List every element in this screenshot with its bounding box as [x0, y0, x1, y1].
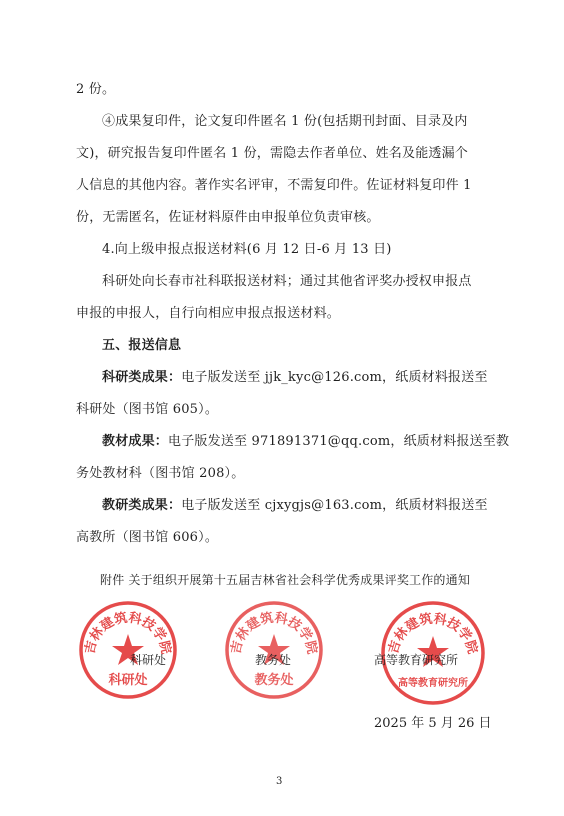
info-text: 电子版发送至 971891371@qq.com，纸质材料报送至教 [168, 434, 510, 449]
info-label: 教材成果： [102, 434, 169, 449]
attachment-line: 附件 关于组织开展第十五届吉林省社会科学优秀成果评奖工作的通知 [100, 573, 471, 587]
signature-academic-affairs: 教务处 [255, 653, 292, 667]
paragraph-line: 文)，研究报告复印件匿名 1 份，需隐去作者单位、姓名及能透漏个 [76, 146, 469, 161]
info-line-textbook [102, 434, 509, 450]
seal-bottom-text: 科研处 [108, 673, 148, 688]
paragraph-line: 高教所（图书馆 606）。 [76, 530, 219, 545]
section-title: 五、报送信息 [102, 338, 182, 353]
seal-bottom-text: 高等教育研究所 [398, 678, 468, 689]
paragraph-line: 2 份。 [76, 82, 116, 97]
seal-arc-textpath: 吉林建筑科技学院 [386, 611, 480, 656]
official-seal-stamp [222, 598, 326, 702]
info-line-research [102, 370, 488, 386]
paragraph-line: 人信息的其他内容。著作实名评审，不需复印件。佐证材料复印件 1 [76, 178, 472, 193]
paragraph-line: 科研处向长春市社科联报送材料；通过其他省评奖办授权申报点 [102, 274, 472, 289]
info-text: 电子版发送至 cjxygjs@163.com，纸质材料报送至 [181, 498, 488, 513]
paragraph-line: 科研处（图书馆 605）。 [76, 402, 219, 417]
signature-higher-education-institute: 高等教育研究所 [374, 653, 459, 667]
paragraph-line: ④成果复印件，论文复印件匿名 1 份(包括期刊封面、目录及内 [102, 114, 468, 129]
signature-date: 2025 年 5 月 26 日 [374, 716, 492, 731]
seal-arc-textpath: 吉林建筑科技学院 [228, 610, 320, 656]
info-label: 科研类成果： [102, 370, 182, 385]
page-number: 3 [276, 776, 283, 787]
info-label: 教研类成果： [102, 498, 182, 513]
official-seal-stamp [76, 598, 180, 702]
paragraph-line: 4.向上级申报点报送材料(6 月 12 日-6 月 13 日) [102, 242, 392, 257]
seal-arc-textpath: 吉林建筑科技学院 [82, 610, 174, 656]
signature-research-office: 科研处 [130, 653, 167, 667]
info-line-teaching [102, 498, 488, 514]
seal-bottom-text: 教务处 [254, 673, 294, 688]
paragraph-line: 份，无需匿名，佐证材料原件由申报单位负责审核。 [76, 210, 380, 225]
info-text: 电子版发送至 jjk_kyc@126.com，纸质材料报送至 [181, 370, 488, 385]
paragraph-line: 务处教材科（图书馆 208）。 [76, 466, 245, 481]
paragraph-line: 申报的申报人，自行向相应申报点报送材料。 [76, 306, 341, 321]
